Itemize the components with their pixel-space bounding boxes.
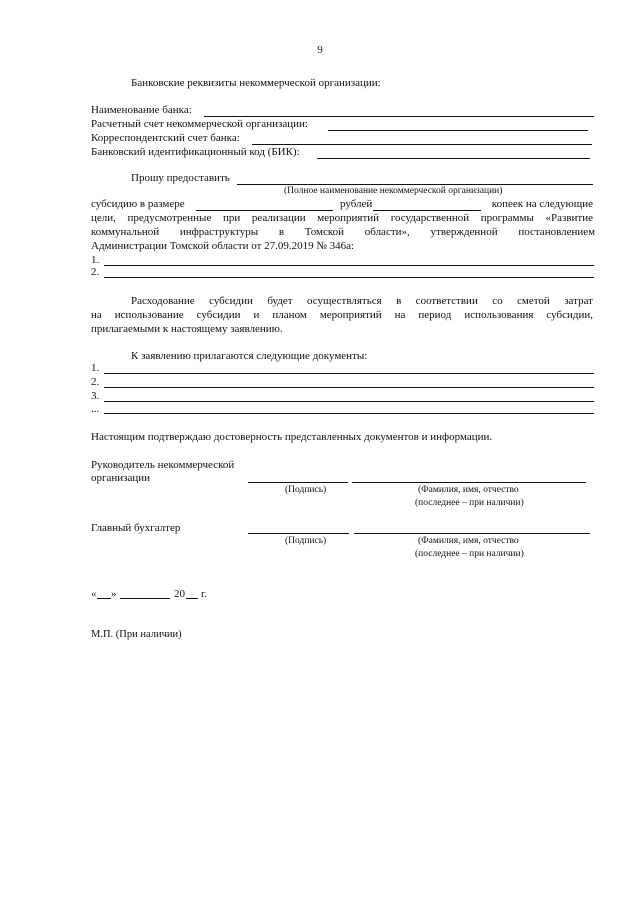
- kopecks-amount-field[interactable]: [373, 210, 481, 211]
- bik-field[interactable]: [317, 158, 590, 159]
- bank-name-label: Наименование банка:: [91, 104, 192, 116]
- attachment-2-field[interactable]: [104, 387, 594, 388]
- date-year-suffix: г.: [201, 588, 208, 600]
- spending-line-1: Расходование субсидии будет осуществляться в соответствии со сметой затрат: [131, 295, 593, 307]
- head-title-line-1: Руководитель некоммерческой: [91, 459, 235, 471]
- spending-line-2: на использование субсидии и планом мероприятий на период использования субсидии,: [91, 309, 593, 321]
- subsidy-prefix: субсидию в размере: [91, 198, 185, 210]
- rubles-amount-field[interactable]: [196, 210, 333, 211]
- kopecks-label: копеек на следующие: [491, 198, 593, 210]
- corr-account-label: Корреспондентский счет банка:: [91, 132, 240, 144]
- head-signature-caption: (Подпись): [285, 485, 327, 495]
- account-label: Расчетный счет некоммерческой организации:: [91, 118, 308, 130]
- date-year-prefix: 20: [174, 588, 185, 600]
- org-name-field[interactable]: [237, 184, 593, 185]
- accountant-title: Главный бухгалтер: [91, 522, 181, 534]
- attachment-1-number: 1.: [91, 362, 100, 374]
- date-close-quote: »: [111, 588, 117, 600]
- accountant-name-caption-2: (последнее – при наличии): [415, 549, 524, 559]
- purpose-line-3: Администрации Томской области от 27.09.2019 № 346а:: [91, 240, 355, 252]
- attachment-3-number: 3.: [91, 390, 100, 402]
- rubles-label: рублей: [340, 198, 373, 210]
- purpose-item-1-number: 1.: [91, 254, 100, 266]
- head-title-line-2: организации: [91, 472, 151, 484]
- bik-label: Банковский идентификационный код (БИК):: [91, 146, 300, 158]
- accountant-signature-field[interactable]: [248, 533, 349, 534]
- purpose-item-2-field[interactable]: [104, 277, 594, 278]
- attachments-heading: К заявлению прилагаются следующие документы:: [131, 350, 368, 362]
- date-month-field[interactable]: [120, 598, 170, 599]
- bank-section-heading: Банковские реквизиты некоммерческой организации:: [131, 77, 381, 89]
- attachment-more-number: ...: [91, 403, 100, 415]
- attachment-more-field[interactable]: [104, 413, 594, 414]
- attachment-2-number: 2.: [91, 376, 100, 388]
- accountant-name-field[interactable]: [354, 533, 590, 534]
- request-lead: Прошу предоставить: [131, 172, 230, 184]
- date-year-field[interactable]: [186, 598, 198, 599]
- purpose-item-2-number: 2.: [91, 266, 100, 278]
- purpose-line-2: коммунальной инфраструктуры в Томской области», утвержденной постановлением: [91, 226, 596, 238]
- date-open-quote: «: [91, 588, 97, 600]
- head-name-field[interactable]: [352, 482, 586, 483]
- head-name-caption-1: (Фамилия, имя, отчество: [418, 485, 519, 495]
- stamp-placeholder: М.П. (При наличии): [91, 629, 182, 640]
- bank-name-field[interactable]: [204, 116, 594, 117]
- head-signature-field[interactable]: [248, 482, 348, 483]
- spending-line-3: прилагаемыми к настоящему заявлению.: [91, 323, 283, 335]
- date-day-field[interactable]: [97, 598, 111, 599]
- purpose-line-1: цели, предусмотренные при реализации мероприятий государственной программы «Развитие: [91, 212, 593, 224]
- attachment-3-field[interactable]: [104, 401, 594, 402]
- accountant-name-caption-1: (Фамилия, имя, отчество: [418, 536, 519, 546]
- accountant-signature-caption: (Подпись): [285, 536, 327, 546]
- page-number: 9: [317, 44, 323, 56]
- confirmation-text: Настоящим подтверждаю достоверность представленных документов и информации.: [91, 431, 493, 443]
- head-name-caption-2: (последнее – при наличии): [415, 498, 524, 508]
- attachment-1-field[interactable]: [104, 373, 594, 374]
- org-name-caption: (Полное наименование некоммерческой организации): [284, 186, 503, 196]
- purpose-item-1-field[interactable]: [104, 265, 594, 266]
- account-field[interactable]: [328, 130, 588, 131]
- corr-account-field[interactable]: [252, 144, 592, 145]
